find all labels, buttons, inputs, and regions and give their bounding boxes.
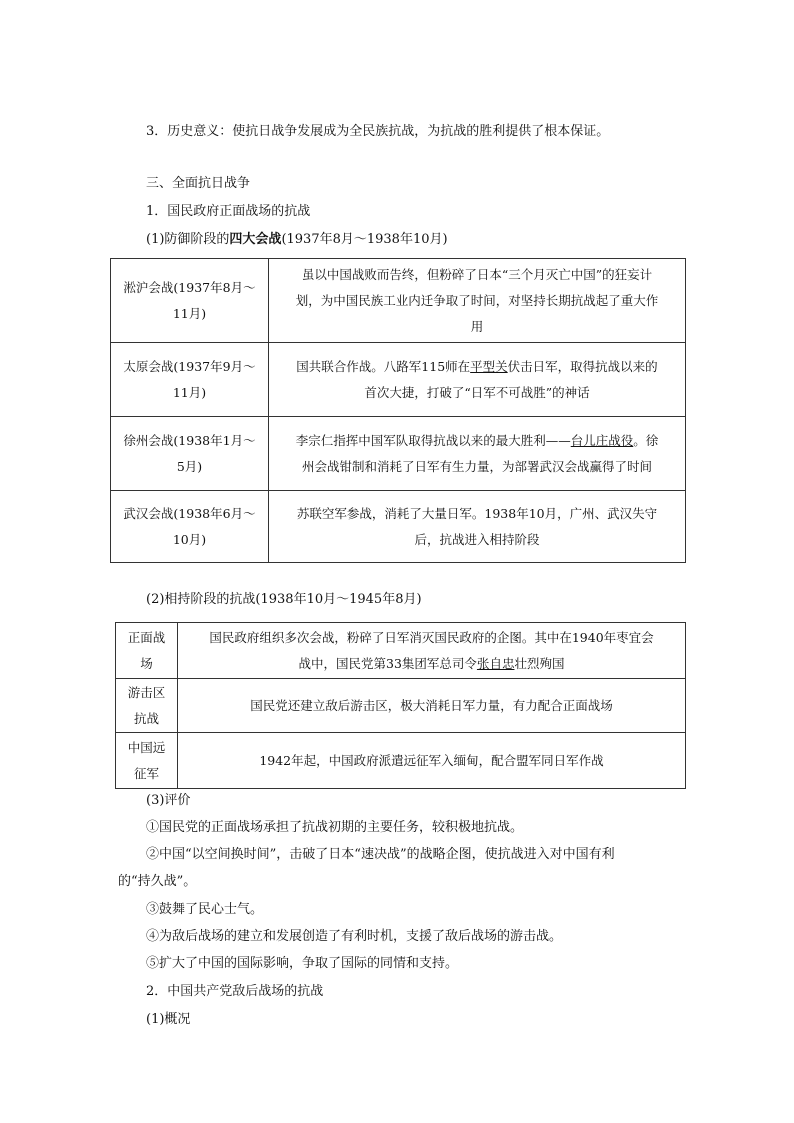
table-row (111, 259, 686, 343)
battle-name-cell (111, 491, 269, 563)
stalemate-table (115, 622, 686, 789)
category-line: 正面战 (127, 629, 166, 645)
battle-desc-line (275, 428, 679, 454)
battle-name-line: 太原会战(1937年9月～ (123, 358, 256, 374)
battle-name-line: 武汉会战(1938年6月～ (123, 505, 256, 521)
defense-stage-suffix: (1937年8月～1938年10月) (281, 232, 448, 247)
battle-desc-line (275, 354, 679, 380)
battle-desc-cell (269, 417, 686, 491)
category-line: 中国远 (127, 739, 166, 755)
category-desc-line: 1942年起，中国政府派遣远征军入缅甸，配合盟军同日军作战 (259, 752, 604, 768)
battle-desc-line: 苏联空军参战，消耗了大量日军。1938年10月，广州、武汉失守 (296, 505, 658, 521)
four-battles-table (110, 258, 686, 563)
battle-name-line: 淞沪会战(1937年8月～ (123, 279, 256, 295)
table-row (116, 733, 686, 789)
battle-name-cell (111, 259, 269, 343)
category-desc-cell (178, 679, 686, 733)
battle-desc-line: 后，抗战进入相持阶段 (414, 531, 540, 547)
defense-stage-prefix: (1)防御阶段的 (146, 232, 230, 247)
table-row (116, 679, 686, 733)
evaluation-point-2-cont: 的“持久战”。 (118, 874, 197, 889)
battle-desc-cell (269, 343, 686, 417)
desc-text: 国共联合作战。八路军115师在 (296, 358, 471, 374)
category-desc-line: 国民政府组织多次会战，粉碎了日军消灭国民政府的企图。其中在1940年枣宜会 (209, 629, 654, 645)
table-row (111, 343, 686, 417)
four-battles-bold: 四大会战 (229, 232, 282, 247)
category-desc-cell (178, 623, 686, 679)
subheading-kmt-front: 1．国民政府正面战场的抗战 (146, 204, 311, 219)
defense-stage-title (146, 231, 448, 249)
section-heading-full-war: 三、全面抗日战争 (146, 176, 251, 191)
category-line: 抗战 (133, 710, 159, 726)
pingxingguan-underlined: 平型关 (470, 358, 508, 374)
taierzhuang-underlined: 台儿庄战役 (570, 432, 634, 448)
table-row (111, 491, 686, 563)
desc-text: 李宗仁指挥中国军队取得抗战以来的最大胜利—— (295, 432, 571, 448)
battle-desc-line: 划，为中国民族工业内迁争取了时间，对坚持长期抗战起了重大作 (295, 292, 659, 308)
battle-desc-cell (269, 259, 686, 343)
battle-name-line: 徐州会战(1938年1月～ (123, 432, 256, 448)
evaluation-point-5: ⑤扩大了中国的国际影响，争取了国际的同情和支持。 (146, 956, 459, 971)
battle-desc-line: 用 (470, 318, 484, 334)
category-line: 游击区 (127, 684, 166, 700)
desc-text: 。徐 (633, 432, 659, 448)
battle-desc-cell (269, 491, 686, 563)
battle-desc-line: 虽以中国战败而告终，但粉碎了日本“三个月灭亡中国”的狂妄计 (301, 266, 653, 282)
evaluation-point-4: ④为敌后战场的建立和发展创造了有利时机，支援了敌后战场的游击战。 (146, 929, 563, 944)
category-desc-line: 国民党还建立敌后游击区，极大消耗日军力量，有力配合正面战场 (250, 697, 613, 713)
overview-title: (1)概况 (146, 1012, 191, 1027)
battle-name-line: 5月) (176, 458, 203, 474)
battle-name-line: 11月) (172, 384, 207, 400)
battle-name-cell (111, 417, 269, 491)
desc-text: 战中，国民党第33集团军总司令 (298, 655, 477, 671)
category-line: 征军 (133, 765, 159, 781)
category-cell (116, 623, 178, 679)
table-row (111, 417, 686, 491)
table-row (116, 623, 686, 679)
zhangzizhong-underlined: 张自忠 (476, 655, 515, 671)
category-desc-cell (178, 733, 686, 789)
category-desc-line (184, 651, 679, 677)
subheading-ccp-rear: 2．中国共产党敌后战场的抗战 (146, 984, 324, 999)
evaluation-title: (3)评价 (146, 793, 191, 808)
battle-name-cell (111, 343, 269, 417)
category-cell (116, 679, 178, 733)
category-cell (116, 733, 178, 789)
evaluation-point-2: ②中国“以空间换时间”，击破了日本“速决战”的战略企图，使抗战进入对中国有利 (146, 847, 615, 862)
battle-name-line: 10月) (172, 531, 207, 547)
category-line: 场 (140, 655, 153, 671)
desc-text: 伏击日军，取得抗战以来的 (507, 358, 658, 374)
battle-name-line: 11月) (172, 305, 207, 321)
battle-desc-line: 首次大捷，打破了“日军不可战胜”的神话 (364, 384, 590, 400)
stalemate-stage-title: (2)相持阶段的抗战(1938年10月～1945年8月) (146, 592, 422, 607)
evaluation-point-3: ③鼓舞了民心士气。 (146, 902, 264, 917)
desc-text: 壮烈殉国 (514, 655, 565, 671)
historical-significance-line: 3．历史意义：使抗日战争发展成为全民族抗战，为抗战的胜利提供了根本保证。 (146, 124, 610, 139)
evaluation-point-1: ①国民党的正面战场承担了抗战初期的主要任务，较积极地抗战。 (146, 820, 524, 835)
battle-desc-line: 州会战钳制和消耗了日军有生力量，为部署武汉会战赢得了时间 (301, 458, 652, 474)
